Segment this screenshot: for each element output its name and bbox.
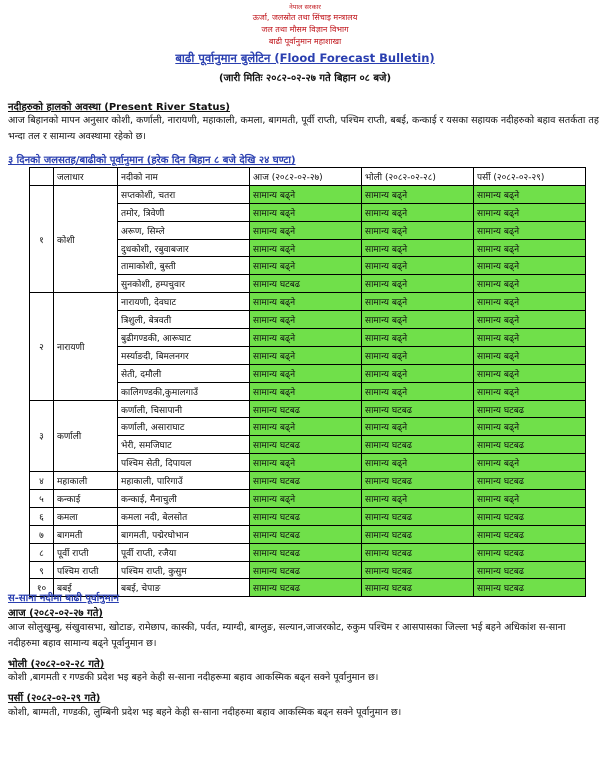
forecast-today-cell: सामान्य बढ्ने bbox=[250, 185, 362, 203]
forecast-tomorrow-cell: सामान्य बढ्ने bbox=[362, 364, 474, 382]
forecast-dayafter-cell: सामान्य बढ्ने bbox=[474, 275, 586, 293]
basin-name-cell: बबई bbox=[54, 579, 118, 597]
river-station-cell: अरूण, सिम्ले bbox=[118, 221, 250, 239]
forecast-today-cell: सामान्य बढ्ने bbox=[250, 329, 362, 347]
table-row bbox=[30, 525, 586, 543]
forecast-dayafter-cell: सामान्य बढ्ने bbox=[474, 257, 586, 275]
table-row bbox=[30, 507, 586, 525]
table-row bbox=[30, 472, 586, 490]
basin-number-cell: १ bbox=[30, 185, 54, 292]
river-station-cell: बुढीगण्डकी, आरूघाट bbox=[118, 329, 250, 347]
forecast-today-cell: सामान्य घटबढ bbox=[250, 400, 362, 418]
forecast-tomorrow-cell: सामान्य घटबढ bbox=[362, 507, 474, 525]
river-station-cell: महाकाली, पारिगाउँ bbox=[118, 472, 250, 490]
header-line-1: नेपाल सरकार bbox=[289, 3, 321, 11]
forecast-today-cell: सामान्य बढ्ने bbox=[250, 257, 362, 275]
forecast-tomorrow-cell: सामान्य घटबढ bbox=[362, 543, 474, 561]
table-row bbox=[30, 400, 586, 418]
forecast-dayafter-cell: सामान्य बढ्ने bbox=[474, 203, 586, 221]
forecast-dayafter-cell: सामान्य बढ्ने bbox=[474, 293, 586, 311]
basin-name-cell: कन्काई bbox=[54, 490, 118, 508]
forecast-today-cell: सामान्य बढ्ने bbox=[250, 364, 362, 382]
today-text: आज सोलुखुम्बु, संखुवासभा, खोटाङ, रामेछाप, कास्की, पर्वत, म्याग्दी, बाग्लुङ, सल्यान,जाजरकोट, रुकुम पश्चिम र आसपासका जिल्ला भई बहने अधिकांश स-साना नदीहरुमा बहाव सामान्य बढ्ने पूर्वानुमान छ। bbox=[8, 622, 566, 649]
forecast-tomorrow-cell: सामान्य बढ्ने bbox=[362, 293, 474, 311]
river-station-cell: त्रिशुली, बेत्रवती bbox=[118, 311, 250, 329]
table-header-row bbox=[30, 168, 586, 186]
forecast-dayafter-cell: सामान्य बढ्ने bbox=[474, 329, 586, 347]
forecast-today-cell: सामान्य बढ्ने bbox=[250, 311, 362, 329]
forecast-tomorrow-cell: सामान्य घटबढ bbox=[362, 472, 474, 490]
forecast-today-cell: सामान्य घटबढ bbox=[250, 561, 362, 579]
forecast-dayafter-cell: सामान्य बढ्ने bbox=[474, 454, 586, 472]
forecast-dayafter-cell: सामान्य घटबढ bbox=[474, 561, 586, 579]
river-station-cell: कर्णाली, चिसापानी bbox=[118, 400, 250, 418]
present-status-text: आज बिहानको मापन अनुसार कोशी, कर्णाली, नारायणी, महाकाली, कमला, बागमती, पूर्वी राप्ती, पश्चिम राप्ती, बबई, कन्काई र यसका सहायक नदीहरुको बहाव सतर्कता तह भन्दा तल र सामान्य अवस्थामा रहेको छ। bbox=[8, 115, 599, 142]
forecast-today-cell: सामान्य घटबढ bbox=[250, 525, 362, 543]
forecast-tomorrow-cell: सामान्य घटबढ bbox=[362, 400, 474, 418]
issue-date: (जारी मितिः २०८२-०२-२७ गते बिहान ०८ बजे) bbox=[218, 73, 392, 84]
basin-number-cell: ४ bbox=[30, 472, 54, 490]
forecast-tomorrow-cell: सामान्य बढ्ने bbox=[362, 203, 474, 221]
forecast-dayafter-cell: सामान्य बढ्ने bbox=[474, 364, 586, 382]
basin-name-cell: कमला bbox=[54, 507, 118, 525]
forecast-today-cell: सामान्य बढ्ने bbox=[250, 382, 362, 400]
forecast-today-cell: सामान्य बढ्ने bbox=[250, 490, 362, 508]
basin-number-cell: ३ bbox=[30, 400, 54, 472]
river-station-cell: पूर्वी राप्ती, रजैया bbox=[118, 543, 250, 561]
river-station-cell: सुनकोशी, हम्पचुवार bbox=[118, 275, 250, 293]
forecast-tomorrow-cell: सामान्य बढ्ने bbox=[362, 490, 474, 508]
forecast-today-cell: सामान्य घटबढ bbox=[250, 436, 362, 454]
forecast-tomorrow-cell: सामान्य बढ्ने bbox=[362, 454, 474, 472]
basin-number-cell: ५ bbox=[30, 490, 54, 508]
table-row bbox=[30, 185, 586, 203]
table-row bbox=[30, 293, 586, 311]
forecast-tomorrow-cell: सामान्य घटबढ bbox=[362, 579, 474, 597]
header-line-3: जल तथा मौसम विज्ञान विभाग bbox=[261, 25, 349, 34]
forecast-today-cell: सामान्य घटबढ bbox=[250, 275, 362, 293]
small-rivers-heading: स-साना नदीमा बाढी पूर्वानुमान bbox=[8, 593, 119, 604]
river-station-cell: सेती, दमौली bbox=[118, 364, 250, 382]
forecast-tomorrow-cell: सामान्य बढ्ने bbox=[362, 311, 474, 329]
forecast-dayafter-cell: सामान्य घटबढ bbox=[474, 436, 586, 454]
river-station-cell: बागमती, पद्मेरघोभान bbox=[118, 525, 250, 543]
office-header bbox=[0, 0, 610, 48]
forecast-tomorrow-cell: सामान्य बढ्ने bbox=[362, 329, 474, 347]
basin-number-cell: ८ bbox=[30, 543, 54, 561]
header-cell-tomorrow: भोली (२०८२-०२-२८) bbox=[362, 168, 474, 186]
basin-name-cell: पूर्वी राप्ती bbox=[54, 543, 118, 561]
table-row bbox=[30, 490, 586, 508]
dayafter-heading: पर्सी (२०८२-०२-२९ गते) bbox=[8, 693, 101, 704]
basin-number-cell: ६ bbox=[30, 507, 54, 525]
forecast-today-cell: सामान्य बढ्ने bbox=[250, 346, 362, 364]
forecast-tomorrow-cell: सामान्य बढ्ने bbox=[362, 257, 474, 275]
forecast-dayafter-cell: सामान्य बढ्ने bbox=[474, 382, 586, 400]
forecast-dayafter-cell: सामान्य बढ्ने bbox=[474, 346, 586, 364]
basin-name-cell: कर्णाली bbox=[54, 400, 118, 472]
river-station-cell: नारायणी, देवघाट bbox=[118, 293, 250, 311]
forecast-today-cell: सामान्य बढ्ने bbox=[250, 203, 362, 221]
basin-number-cell: ७ bbox=[30, 525, 54, 543]
forecast-heading: ३ दिनको जलसतह/बाढीको पूर्वानुमान (हरेक दिन बिहान ८ बजे देखि २४ घण्टा) bbox=[8, 155, 296, 166]
header-cell-today: आज (२०८२-०२-२७) bbox=[250, 168, 362, 186]
forecast-today-cell: सामान्य बढ्ने bbox=[250, 418, 362, 436]
forecast-tomorrow-cell: सामान्य बढ्ने bbox=[362, 346, 474, 364]
basin-name-cell: बागमती bbox=[54, 525, 118, 543]
basin-number-cell: २ bbox=[30, 293, 54, 400]
forecast-dayafter-cell: सामान्य बढ्ने bbox=[474, 490, 586, 508]
basin-number-cell: १० bbox=[30, 579, 54, 597]
header-cell-basin: जलाधार bbox=[54, 168, 118, 186]
table-row bbox=[30, 543, 586, 561]
present-status-heading: नदीहरुको हालको अवस्था (Present River Status) bbox=[8, 102, 230, 113]
river-station-cell: तामाकोशी, बुस्ती bbox=[118, 257, 250, 275]
forecast-dayafter-cell: सामान्य बढ्ने bbox=[474, 239, 586, 257]
forecast-tomorrow-cell: सामान्य बढ्ने bbox=[362, 418, 474, 436]
forecast-dayafter-cell: सामान्य घटबढ bbox=[474, 507, 586, 525]
forecast-dayafter-cell: सामान्य बढ्ने bbox=[474, 221, 586, 239]
river-station-cell: कमला नदी, बेलसोत bbox=[118, 507, 250, 525]
river-station-cell: भेरी, समजिघाट bbox=[118, 436, 250, 454]
basin-name-cell: पश्चिम राप्ती bbox=[54, 561, 118, 579]
basin-name-cell: महाकाली bbox=[54, 472, 118, 490]
forecast-today-cell: सामान्य बढ्ने bbox=[250, 239, 362, 257]
forecast-dayafter-cell: सामान्य बढ्ने bbox=[474, 311, 586, 329]
forecast-today-cell: सामान्य बढ्ने bbox=[250, 221, 362, 239]
header-cell-river: नदीको नाम bbox=[118, 168, 250, 186]
forecast-today-cell: सामान्य बढ्ने bbox=[250, 454, 362, 472]
forecast-dayafter-cell: सामान्य घटबढ bbox=[474, 525, 586, 543]
river-station-cell: पश्चिम राप्ती, कुसुम bbox=[118, 561, 250, 579]
bulletin-title: बाढी पूर्वानुमान बुलेटिन (Flood Forecast Bulletin) bbox=[175, 51, 435, 65]
forecast-dayafter-cell: सामान्य घटबढ bbox=[474, 472, 586, 490]
basin-name-cell: कोशी bbox=[54, 185, 118, 292]
basin-name-cell: नारायणी bbox=[54, 293, 118, 400]
header-cell-dayafter: पर्सी (२०८२-०२-२९) bbox=[474, 168, 586, 186]
forecast-tomorrow-cell: सामान्य घटबढ bbox=[362, 525, 474, 543]
forecast-dayafter-cell: सामान्य घटबढ bbox=[474, 579, 586, 597]
river-station-cell: दुधकोशी, रबुवाबजार bbox=[118, 239, 250, 257]
forecast-tomorrow-cell: सामान्य बढ्ने bbox=[362, 221, 474, 239]
river-station-cell: मर्स्याङदी, बिमलनगर bbox=[118, 346, 250, 364]
forecast-dayafter-cell: सामान्य बढ्ने bbox=[474, 185, 586, 203]
dayafter-text: कोशी, बाग्मती, गण्डकी, लुम्बिनी प्रदेश भइ बहने केही स-साना नदीहरुमा बहाव आकस्मिक बढ्न सक्ने पूर्वानुमान छ। bbox=[8, 707, 402, 718]
header-cell-num bbox=[30, 168, 54, 186]
forecast-tomorrow-cell: सामान्य बढ्ने bbox=[362, 382, 474, 400]
river-station-cell: सप्तकोशी, चतरा bbox=[118, 185, 250, 203]
tomorrow-heading: भोली (२०८२-०२-२८ गते) bbox=[8, 659, 105, 670]
tomorrow-text: कोशी ,बागमती र गण्डकी प्रदेश भइ बहने केही स-साना नदीहरूमा बहाव आकस्मिक बढ्न सक्ने पूर्वानुमान छ। bbox=[8, 672, 379, 683]
today-heading: आज (२०८२-०२-२७ गते) bbox=[8, 608, 103, 619]
river-station-cell: कन्काई, मैनाचुली bbox=[118, 490, 250, 508]
forecast-tomorrow-cell: सामान्य बढ्ने bbox=[362, 185, 474, 203]
table-row bbox=[30, 561, 586, 579]
forecast-today-cell: सामान्य घटबढ bbox=[250, 543, 362, 561]
river-station-cell: तमोर, त्रिवेणी bbox=[118, 203, 250, 221]
forecast-tomorrow-cell: सामान्य बढ्ने bbox=[362, 239, 474, 257]
forecast-today-cell: सामान्य घटबढ bbox=[250, 507, 362, 525]
river-station-cell: कर्णाली, असाराघाट bbox=[118, 418, 250, 436]
forecast-dayafter-cell: सामान्य घटबढ bbox=[474, 543, 586, 561]
header-line-4: बाढी पूर्वानुमान महाशाखा bbox=[268, 37, 342, 46]
river-station-cell: कालिगण्डकी,कुमालगाउँ bbox=[118, 382, 250, 400]
forecast-dayafter-cell: सामान्य बढ्ने bbox=[474, 418, 586, 436]
header-line-2: ऊर्जा, जलस्रोत तथा सिंचाइ मन्त्रालय bbox=[252, 13, 358, 22]
forecast-tomorrow-cell: सामान्य घटबढ bbox=[362, 561, 474, 579]
forecast-today-cell: सामान्य घटबढ bbox=[250, 472, 362, 490]
basin-number-cell: ९ bbox=[30, 561, 54, 579]
river-station-cell: पश्चिम सेती, दिपायल bbox=[118, 454, 250, 472]
forecast-today-cell: सामान्य बढ्ने bbox=[250, 293, 362, 311]
forecast-table bbox=[29, 167, 586, 597]
forecast-dayafter-cell: सामान्य घटबढ bbox=[474, 400, 586, 418]
forecast-tomorrow-cell: सामान्य घटबढ bbox=[362, 436, 474, 454]
forecast-tomorrow-cell: सामान्य बढ्ने bbox=[362, 275, 474, 293]
forecast-today-cell: सामान्य घटबढ bbox=[250, 579, 362, 597]
river-station-cell: बबई, चेपाङ bbox=[118, 579, 250, 597]
